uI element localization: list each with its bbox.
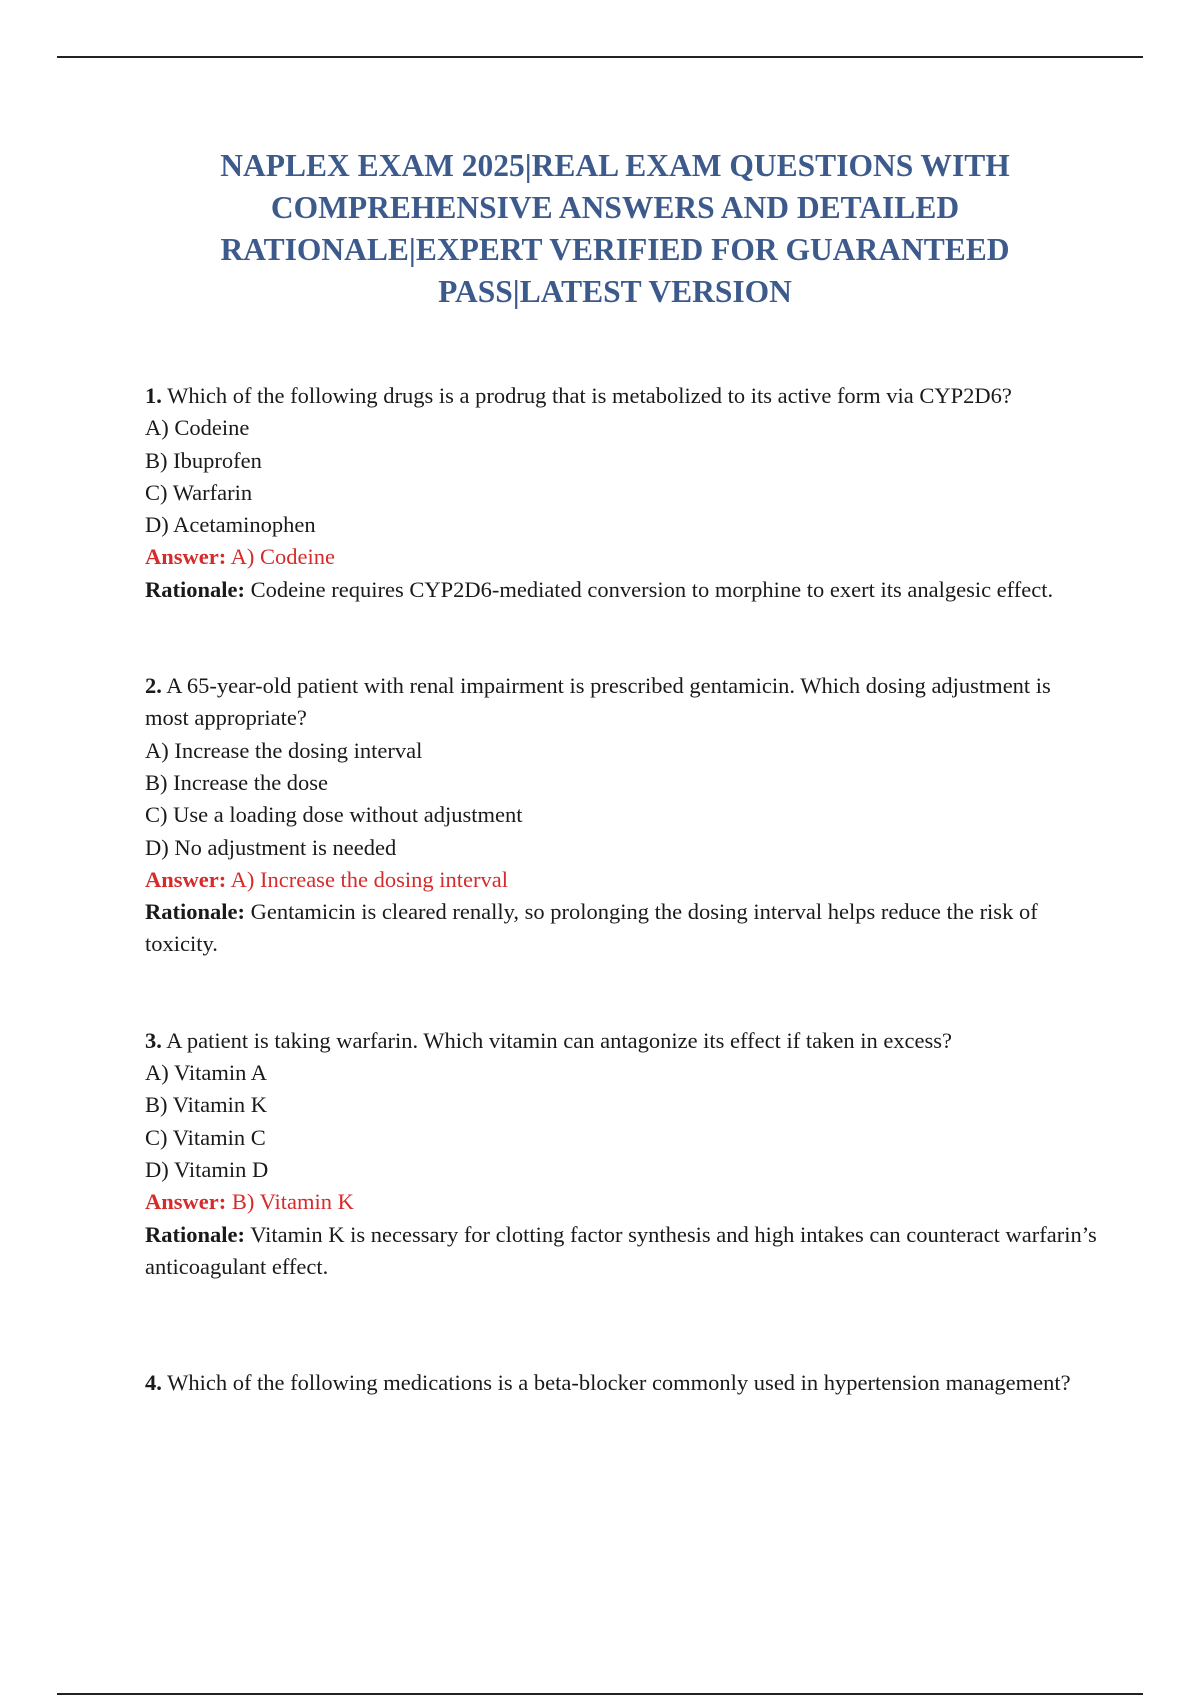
question-number: 3. (145, 1027, 162, 1053)
option-d: D) No adjustment is needed (145, 834, 397, 860)
option-b: B) Ibuprofen (145, 447, 262, 473)
document-title: NAPLEX EXAM 2025|REAL EXAM QUESTIONS WITH COMPREHENSIVE ANSWERS AND DETAILED RATIONALE|EXPERT VERIFIED FOR GUARANTEED PASS|LATEST VERSION (220, 148, 1010, 309)
question-2 (145, 670, 1100, 961)
top-rule (57, 56, 1143, 58)
rationale-label: Rationale: (145, 576, 245, 602)
answer-label: Answer: (145, 866, 227, 892)
option-c: C) Vitamin C (145, 1124, 266, 1150)
rationale-label: Rationale: (145, 899, 245, 925)
option-a: A) Codeine (145, 415, 250, 441)
option-d: D) Vitamin D (145, 1156, 269, 1182)
answer-value: B) Vitamin K (231, 1189, 354, 1215)
question-list (145, 380, 1100, 1463)
question-stem: Which of the following medications is a beta-blocker commonly used in hypertension management? (167, 1370, 1071, 1396)
answer-line (145, 864, 1100, 896)
rationale-line (145, 896, 1100, 961)
question-3 (145, 1025, 1100, 1283)
option-d: D) Acetaminophen (145, 512, 316, 538)
question-text (145, 1025, 1100, 1057)
question-stem: A patient is taking warfarin. Which vitamin can antagonize its effect if taken in excess? (166, 1027, 953, 1053)
rationale-text: Vitamin K is necessary for clotting factor synthesis and high intakes can counteract warfarin’s anticoagulant effect. (145, 1221, 1097, 1279)
question-text (145, 1367, 1100, 1399)
question-stem: Which of the following drugs is a prodrug that is metabolized to its active form via CYP2D6? (167, 383, 1012, 408)
answer-label: Answer: (145, 1189, 227, 1215)
bottom-rule (57, 1693, 1143, 1695)
option-a: A) Vitamin A (145, 1060, 267, 1086)
rationale-text: Gentamicin is cleared renally, so prolonging the dosing interval helps reduce the risk of toxicity. (145, 899, 1038, 957)
answer-line (145, 1186, 1100, 1218)
answer-value: A) Codeine (230, 544, 335, 570)
rationale-label: Rationale: (145, 1221, 245, 1247)
question-number: 1. (145, 383, 162, 408)
question-stem: A 65-year-old patient with renal impairment is prescribed gentamicin. Which dosing adjustment is most appropriate? (145, 673, 1051, 731)
rationale-line (145, 1219, 1100, 1284)
answer-value: A) Increase the dosing interval (230, 866, 509, 892)
question-4 (145, 1367, 1100, 1399)
option-a: A) Increase the dosing interval (145, 737, 423, 763)
option-b: B) Increase the dose (145, 769, 329, 795)
question-number: 2. (145, 673, 162, 699)
answer-line (145, 541, 1100, 573)
answer-label: Answer: (145, 544, 227, 570)
question-text (145, 380, 1100, 412)
option-c: C) Use a loading dose without adjustment (145, 802, 523, 828)
option-b: B) Vitamin K (145, 1092, 267, 1118)
rationale-text: Codeine requires CYP2D6-mediated conversion to morphine to exert its analgesic effect. (250, 576, 1054, 602)
rationale-line (145, 574, 1100, 606)
question-text (145, 670, 1100, 735)
question-1 (145, 380, 1100, 606)
question-number: 4. (145, 1370, 162, 1396)
option-c: C) Warfarin (145, 479, 253, 505)
